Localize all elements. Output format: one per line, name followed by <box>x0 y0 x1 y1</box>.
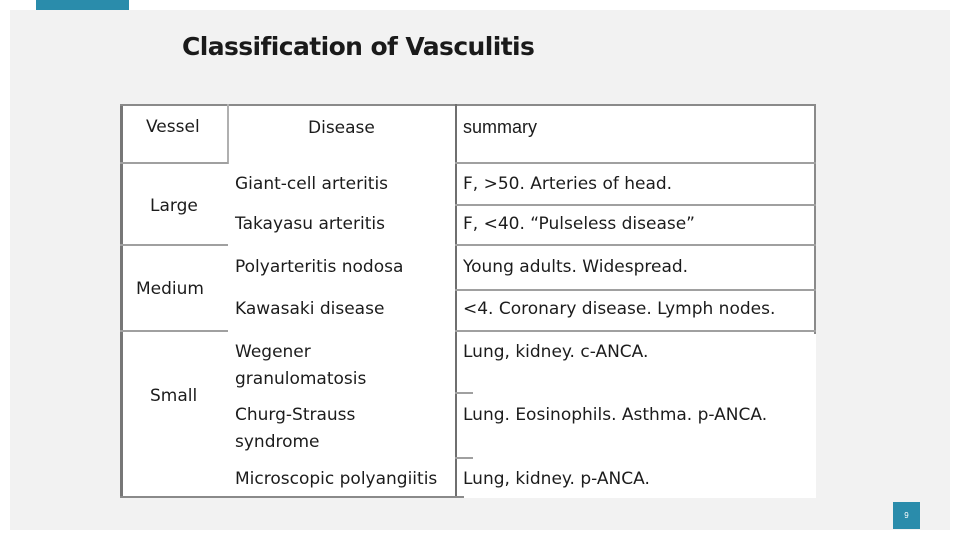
vasculitis-table <box>120 104 816 498</box>
top-accent-bar <box>36 0 129 10</box>
divider-row-6 <box>455 392 473 394</box>
disease-cell: Polyarteritis nodosa <box>235 257 404 277</box>
divider-medium-small <box>120 330 228 332</box>
disease-cell: Giant-cell arteritis <box>235 174 389 194</box>
header-disease: Disease <box>308 118 375 138</box>
disease-cell: Churg-Strauss syndrome <box>235 405 356 452</box>
table-border-right <box>814 104 816 334</box>
divider-row-7 <box>455 457 473 459</box>
header-summary: summary <box>463 117 538 137</box>
divider-header <box>120 162 228 164</box>
disease-cell: Microscopic polyangiitis <box>235 469 438 489</box>
bottom-accent <box>893 530 920 540</box>
header-vessel: Vessel <box>146 117 200 137</box>
summary-cell: Lung, kidney. p-ANCA. <box>463 469 650 489</box>
divider-row-2 <box>455 204 816 206</box>
divider-header-summary <box>455 162 816 164</box>
divider-row-3 <box>455 244 816 246</box>
disease-cell: Wegener granulomatosis <box>235 342 367 389</box>
disease-cell: Kawasaki disease <box>235 299 385 319</box>
summary-cell: Lung. Eosinophils. Asthma. p-ANCA. <box>463 405 768 425</box>
slide-title: Classification of Vasculitis <box>182 32 535 61</box>
summary-cell: Young adults. Widespread. <box>463 257 689 277</box>
table-border-top <box>120 104 816 106</box>
disease-cell: Takayasu arteritis <box>235 214 385 234</box>
summary-cell: F, >50. Arteries of head. <box>463 174 673 194</box>
group-medium: Medium <box>136 279 204 299</box>
page-number: 9 <box>904 511 909 520</box>
summary-cell: F, <40. “Pulseless disease” <box>463 214 695 234</box>
divider-row-4 <box>455 289 816 291</box>
divider-large-medium <box>120 244 228 246</box>
group-large: Large <box>150 196 198 216</box>
page-number-badge <box>893 502 920 529</box>
divider-vessel-col <box>227 104 229 164</box>
summary-cell: <4. Coronary disease. Lymph nodes. <box>463 299 776 319</box>
divider-row-5 <box>455 330 816 332</box>
summary-cell: Lung, kidney. c-ANCA. <box>463 342 649 362</box>
group-small: Small <box>150 386 198 406</box>
table-border-bottom <box>120 496 464 498</box>
